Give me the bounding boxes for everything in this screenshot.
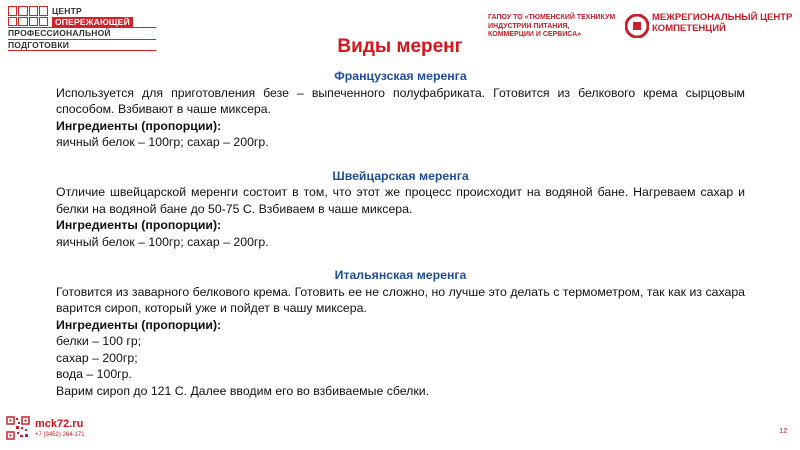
section-french bbox=[56, 68, 745, 151]
ingredient-line: Варим сироп до 121 С. Далее вводим его во взбиваемые сбелки. bbox=[56, 383, 430, 398]
competence-center-name: МЕЖРЕГИОНАЛЬНЫЙ ЦЕНТР КОМПЕТЕНЦИЙ bbox=[652, 12, 793, 34]
section-text: Готовится из заварного белкового крема. Готовить ее не сложно, но лучше это делать с термометром, так как из сахара варится сироп, который уже и пойдет в чашу миксера. bbox=[56, 284, 745, 315]
section-text: Используется для приготовления безе – выпеченного полуфабриката. Готовится из белкового крема сырцовым способом. Взбивают в чаше миксера. bbox=[56, 85, 745, 116]
section-text: Отличие швейцарской меренги состоит в том, что этот же процесс происходит на водяной бане. Нагреваем сахар и белки на водяной бане до 50-75 С. Взбиваем в чаше миксера. bbox=[56, 185, 745, 216]
logo-line-2: ОПЕРЕЖАЮЩЕЙ bbox=[52, 17, 133, 27]
section-title: Итальянская меренга bbox=[334, 268, 467, 282]
college-name: ГАПОУ ТО «ТЮМЕНСКИЙ ТЕХНИКУМ ИНДУСТРИИ ПИТАНИЯ, КОММЕРЦИИ И СЕРВИСА» bbox=[488, 14, 616, 38]
logo-line-4: ПОДГОТОВКИ bbox=[8, 39, 156, 52]
ingredient-line: сахар – 200гр; bbox=[56, 350, 138, 365]
logo-line-3: ПРОФЕССИОНАЛЬНОЙ bbox=[8, 27, 156, 39]
footer-phone: +7 (3452) 264-171 bbox=[35, 432, 85, 438]
content bbox=[56, 68, 745, 399]
competence-center-logo-icon bbox=[625, 14, 649, 38]
ingredient-line: яичный белок – 100гр; сахар – 200гр. bbox=[56, 234, 269, 249]
section-title: Швейцарская меренга bbox=[332, 168, 469, 183]
ingredient-line: яичный белок – 100гр; сахар – 200гр. bbox=[56, 135, 269, 149]
ingredients-label: Ингредиенты (пропорции): bbox=[56, 317, 222, 332]
ingredients-label: Ингредиенты (пропорции): bbox=[56, 118, 222, 133]
ingredient-line: белки – 100 гр; bbox=[56, 334, 142, 348]
page-title: Виды меренг bbox=[337, 36, 463, 57]
qr-code-icon bbox=[6, 416, 30, 440]
ingredient-line: вода – 100гр. bbox=[56, 367, 132, 381]
footer-site-link[interactable]: mck72.ru bbox=[35, 418, 84, 430]
section-title: Французская меренга bbox=[334, 69, 467, 83]
logo-line-1: ЦЕНТР bbox=[52, 6, 82, 16]
section-italian bbox=[56, 267, 745, 399]
section-swiss bbox=[56, 168, 745, 251]
ingredients-label: Ингредиенты (пропорции): bbox=[56, 218, 222, 232]
page-number: 12 bbox=[779, 426, 788, 435]
